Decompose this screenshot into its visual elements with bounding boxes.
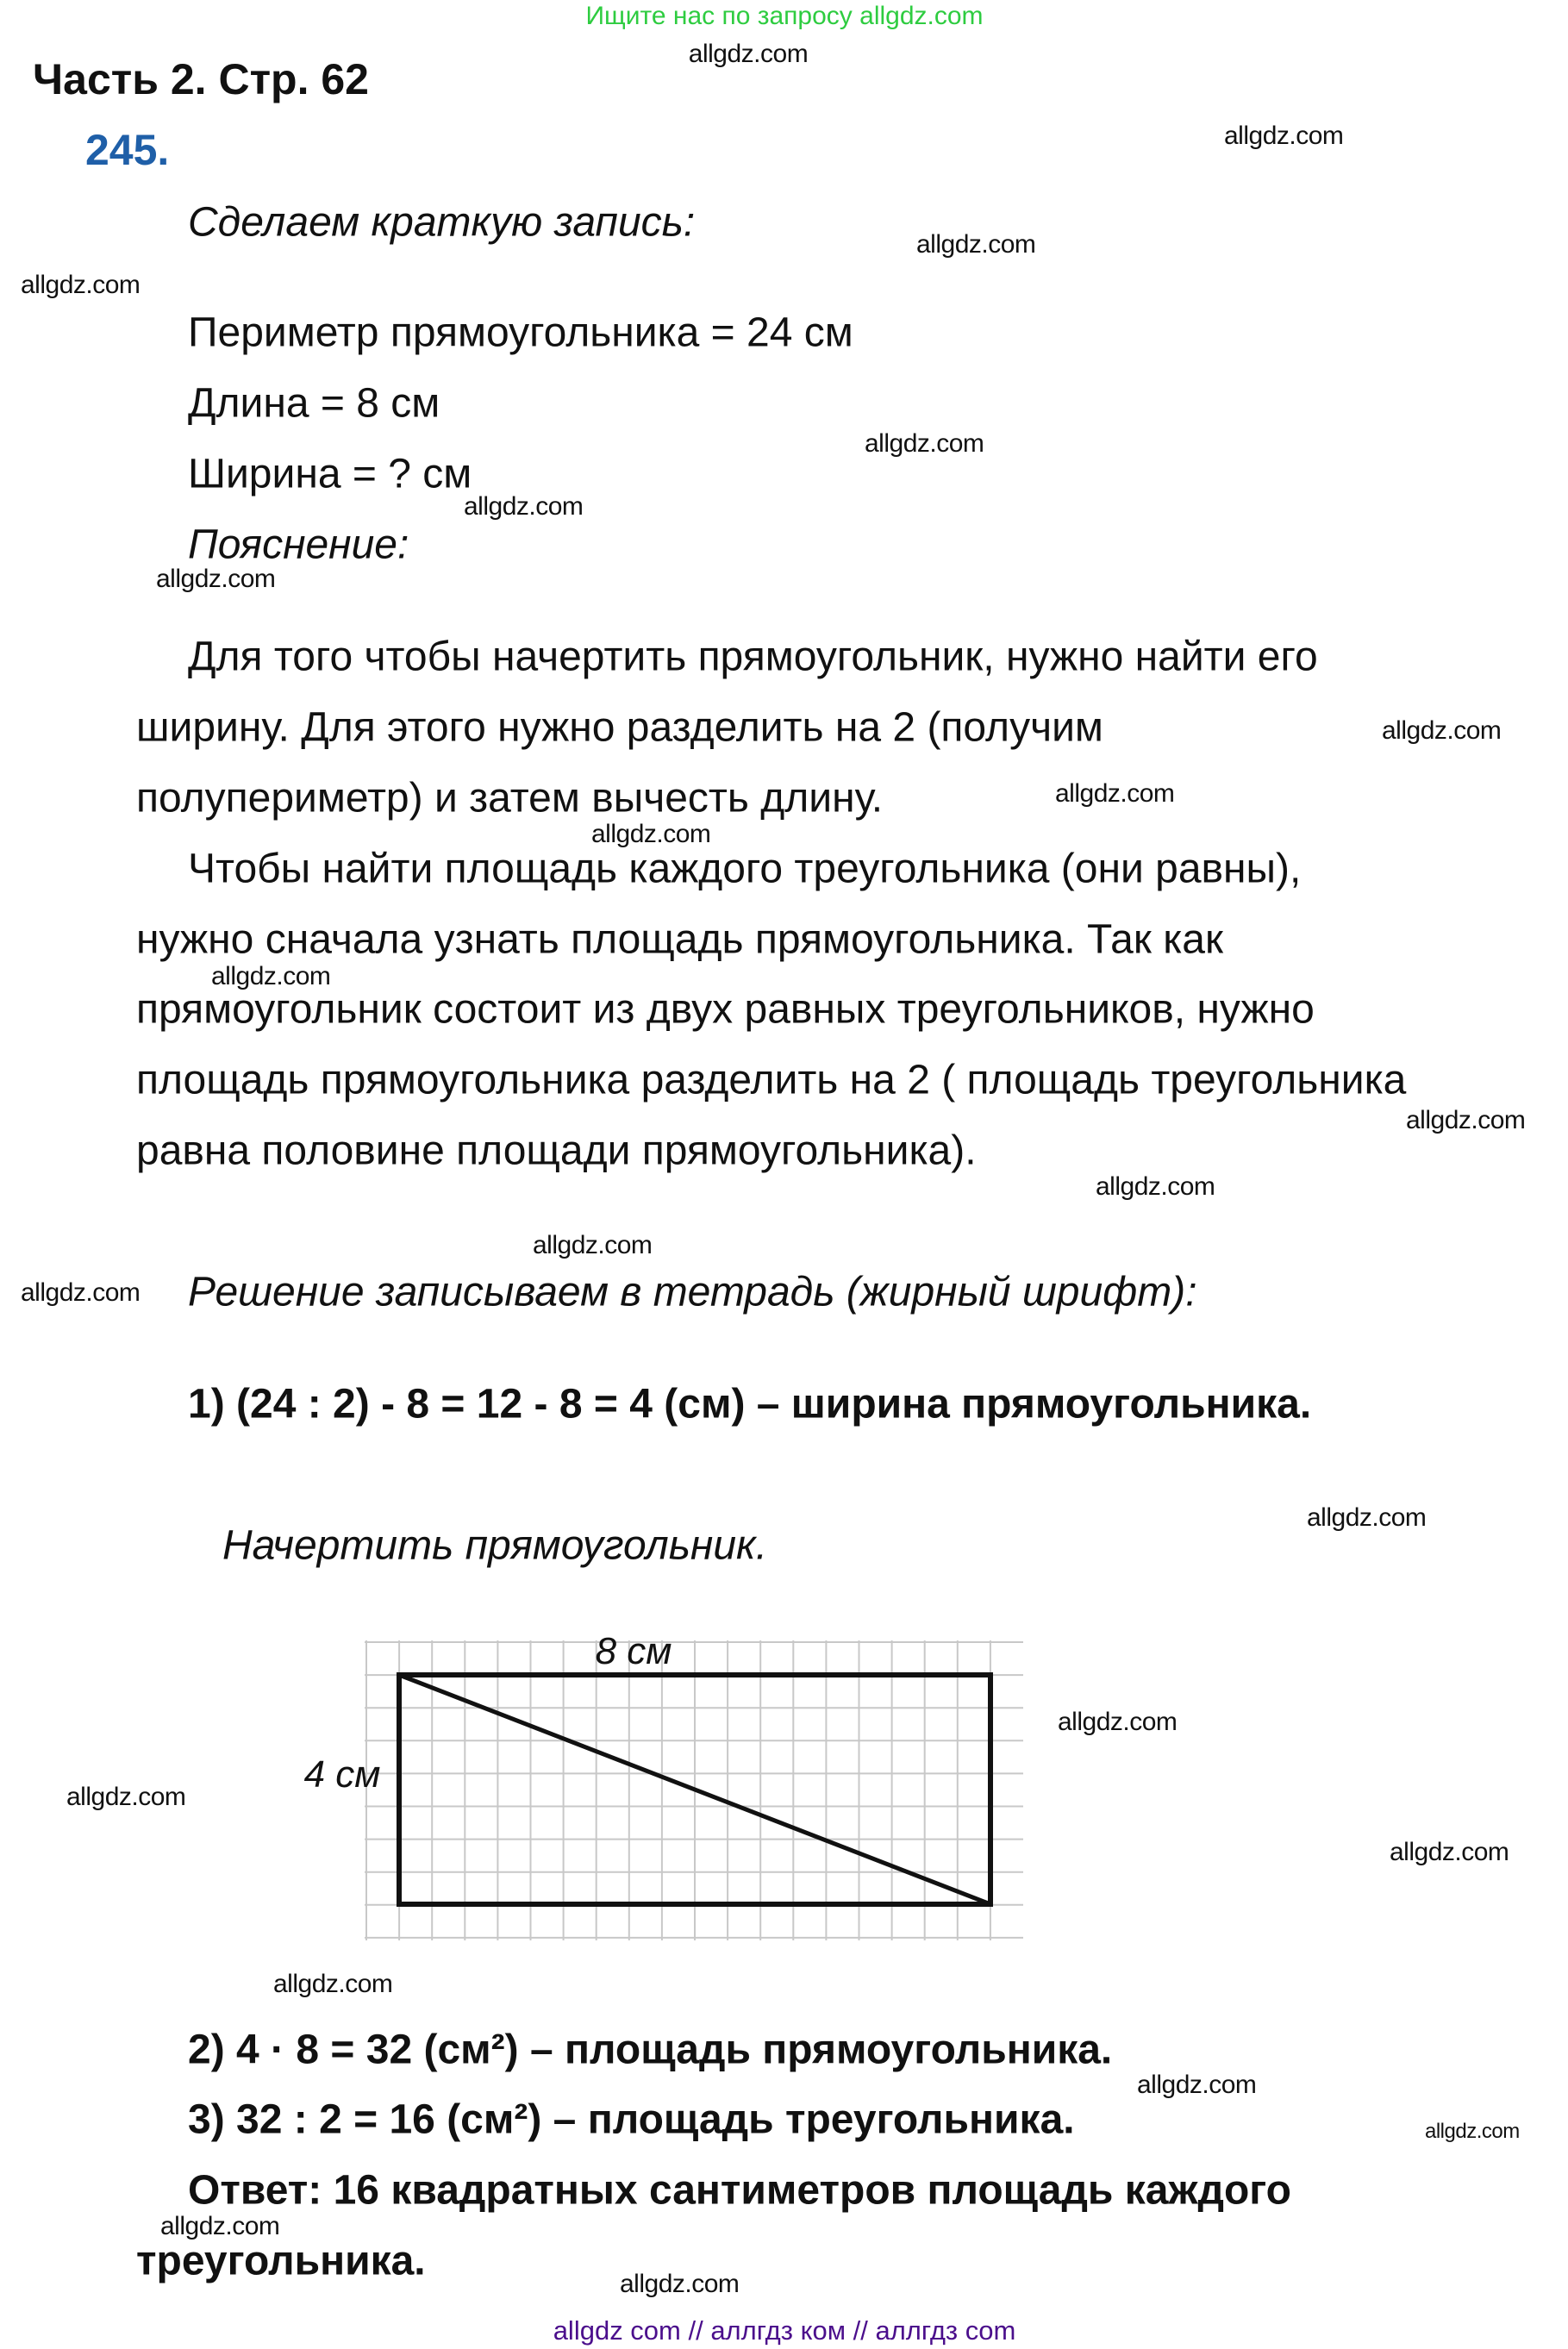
watermark: allgdz.com: [160, 2212, 280, 2240]
watermark: allgdz.com: [1058, 1708, 1178, 1736]
answer-line-2: треугольника.: [136, 2238, 426, 2284]
explanation-line: ширину. Для этого нужно разделить на 2 (получим: [136, 704, 1103, 751]
draw-heading: Начертить прямоугольник.: [222, 1522, 768, 1569]
short-note-heading: Сделаем краткую запись:: [188, 199, 696, 246]
explanation-heading: Пояснение:: [188, 522, 409, 568]
watermark: allgdz.com: [211, 962, 331, 990]
watermark: allgdz.com: [1390, 1838, 1509, 1866]
explanation-line: Для того чтобы начертить прямоугольник, нужно найти его: [188, 634, 1318, 680]
watermark: allgdz.com: [1096, 1172, 1215, 1201]
task-number: 245.: [85, 126, 170, 174]
width-label: 8 см: [595, 1630, 672, 1672]
watermark: allgdz.com: [1425, 2120, 1520, 2143]
note-length: Длина = 8 см: [188, 380, 440, 427]
watermark: allgdz.com: [1224, 122, 1344, 150]
watermark: allgdz.com: [1406, 1106, 1526, 1134]
explanation-line: нужно сначала узнать площадь прямоугольника. Так как: [136, 916, 1223, 963]
page-title: Часть 2. Стр. 62: [33, 55, 369, 103]
watermark: allgdz.com: [533, 1231, 653, 1259]
watermark: allgdz.com: [865, 429, 984, 458]
watermark: allgdz.com: [1307, 1503, 1427, 1532]
note-width: Ширина = ? см: [188, 451, 472, 497]
watermark: allgdz.com: [1137, 2071, 1257, 2099]
rectangle-diagram: [365, 1640, 1023, 1940]
explanation-line: площадь прямоугольника разделить на 2 ( площадь треугольника: [136, 1057, 1407, 1103]
watermark: allgdz.com: [156, 565, 276, 593]
solution-step-1: 1) (24 : 2) - 8 = 12 - 8 = 4 (см) – ширина прямоугольника.: [188, 1381, 1312, 1428]
explanation-line: полупериметр) и затем вычесть длину.: [136, 775, 884, 822]
solution-step-2: 2) 4 · 8 = 32 (см²) – площадь прямоугольника.: [188, 2027, 1113, 2073]
watermark: allgdz.com: [21, 1278, 141, 1307]
watermark: allgdz.com: [591, 820, 711, 848]
watermark: allgdz.com: [273, 1970, 393, 1998]
explanation-line: Чтобы найти площадь каждого треугольника (они равны),: [188, 846, 1302, 892]
watermark: allgdz.com: [916, 230, 1036, 259]
height-label: 4 см: [303, 1753, 381, 1796]
answer-line-1: Ответ: 16 квадратных сантиметров площадь каждого: [188, 2167, 1291, 2214]
explanation-line: прямоугольник состоит из двух равных треугольников, нужно: [136, 986, 1315, 1033]
search-banner: Ищите нас по запросу allgdz.com: [585, 2, 984, 30]
watermark: allgdz.com: [620, 2270, 740, 2298]
watermark: allgdz.com: [688, 40, 809, 68]
footer-links[interactable]: allgdz com // аллгдз ком // аллгдз com: [553, 2315, 1016, 2346]
note-perimeter: Периметр прямоугольника = 24 см: [188, 309, 853, 356]
solution-step-3: 3) 32 : 2 = 16 (см²) – площадь треугольника.: [188, 2096, 1075, 2143]
watermark: allgdz.com: [66, 1783, 186, 1811]
watermark: allgdz.com: [1382, 716, 1502, 745]
watermark: allgdz.com: [464, 492, 584, 521]
solution-heading: Решение записываем в тетрадь (жирный шрифт):: [188, 1269, 1197, 1315]
watermark: allgdz.com: [21, 271, 141, 299]
watermark: allgdz.com: [1055, 779, 1175, 808]
explanation-line: равна половине площади прямоугольника).: [136, 1128, 977, 1174]
